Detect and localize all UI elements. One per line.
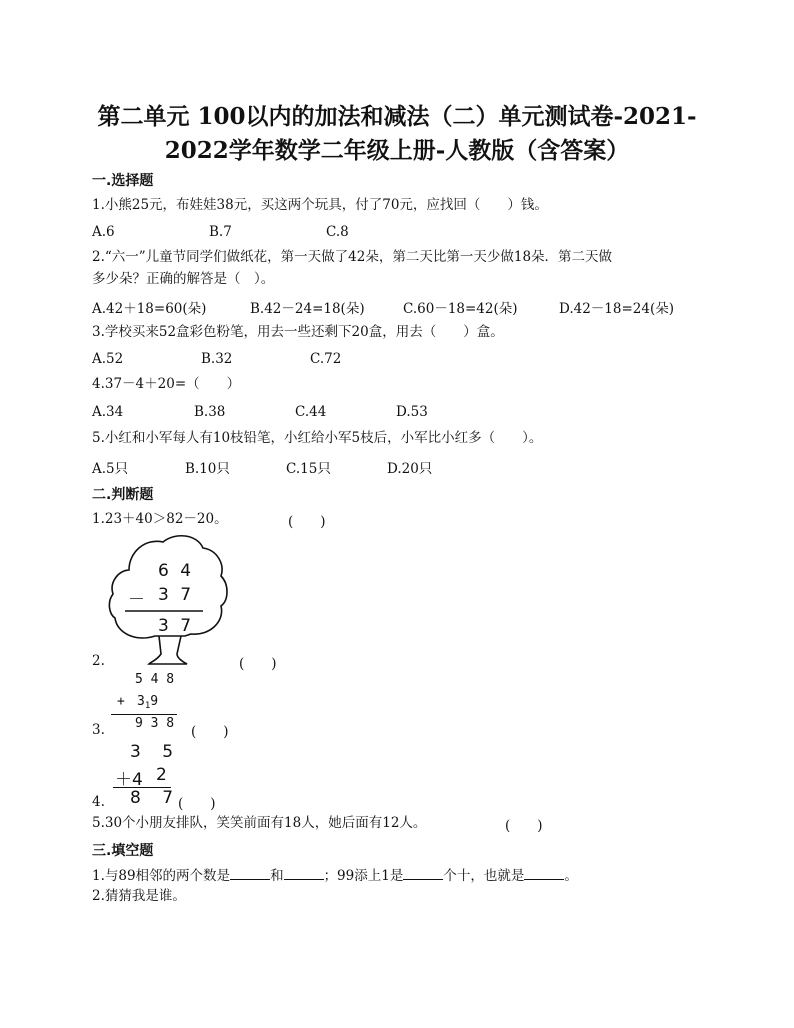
answer-parens[interactable]: ( )	[288, 514, 326, 530]
text-part: 个十，也就是	[443, 868, 525, 884]
answer-parens[interactable]: ( )	[239, 656, 277, 672]
answer-blank[interactable]	[284, 867, 324, 880]
question-1-3: 3.学校买来52盒彩色粉笔，用去一些还剩下20盒，用去（ ）盒。	[92, 324, 504, 340]
tree-result-number: 3 7	[158, 616, 195, 636]
question-2-1: 1.23＋40＞82－20。	[92, 511, 228, 527]
document-title	[60, 100, 734, 168]
option[interactable]: A.34	[92, 404, 124, 420]
question-3-2: 2.猜猜我是谁。	[92, 888, 186, 904]
question-2-3-number: 3.	[92, 722, 105, 738]
option[interactable]: B.7	[209, 224, 232, 240]
vertical-sum-line	[111, 714, 177, 715]
option[interactable]: D.53	[396, 404, 428, 420]
tree-operator: －	[128, 590, 145, 610]
tree-top-number: 6 4	[158, 561, 195, 581]
tree-trunk	[149, 636, 187, 664]
question-3-1	[92, 867, 578, 885]
answer-blank[interactable]	[403, 867, 443, 880]
option[interactable]: B.38	[194, 404, 226, 420]
question-1-2-line1: 2.“六一”儿童节同学们做纸花，第一天做了42朵，第二天比第一天少做18朵．第二天做	[92, 249, 613, 265]
vertical-mid-number	[137, 694, 158, 711]
vertical-operator: +	[117, 694, 125, 709]
question-2-4-number: 4.	[92, 794, 105, 810]
option[interactable]: A.6	[92, 224, 115, 240]
section-heading-judge: 二.判断题	[92, 487, 154, 503]
option[interactable]: A.52	[92, 351, 124, 367]
option[interactable]: D.20只	[387, 461, 433, 477]
option[interactable]: B.42－24=18(朵)	[250, 301, 365, 317]
title-line-2: 2022学年数学二年级上册-人教版（含答案）	[164, 137, 630, 164]
question-2-2-number: 2.	[92, 653, 105, 669]
answer-parens[interactable]: ( )	[505, 818, 543, 834]
option[interactable]: D.42－18=24(朵)	[559, 301, 675, 317]
question-2-5: 5.30个小朋友排队，笑笑前面有18人，她后面有12人。	[92, 815, 427, 831]
vertical-operator-number: ＋4	[115, 770, 143, 790]
section-heading-fill: 三.填空题	[92, 843, 154, 859]
mid-last-digit: 9	[150, 694, 159, 709]
option[interactable]: C.8	[326, 224, 349, 240]
option[interactable]: C.15只	[286, 461, 331, 477]
option[interactable]: C.72	[310, 351, 342, 367]
answer-parens[interactable]: ( )	[178, 796, 216, 812]
question-1-4: 4.37－4＋20=（ ）	[92, 376, 241, 392]
question-1-2-line2: 多少朵？正确的解答是（ ）。	[92, 271, 275, 287]
answer-parens[interactable]: ( )	[191, 724, 229, 740]
section-heading-choice: 一.选择题	[92, 173, 154, 189]
text-part: 。	[564, 868, 578, 884]
vertical-mid-number: 2	[156, 765, 167, 785]
carry-digit: 1	[144, 701, 151, 711]
mid-digit: 3	[137, 694, 145, 709]
option[interactable]: A.42＋18=60(朵)	[92, 301, 207, 317]
title-line-1: 第二单元 100以内的加法和减法（二）单元测试卷-2021-	[97, 103, 697, 130]
vertical-result-number: 9 3 8	[135, 716, 175, 731]
vertical-result-number: 8 7	[130, 788, 182, 808]
text-part: ；99添上1是	[323, 868, 404, 884]
option[interactable]: C.60－18=42(朵)	[403, 301, 518, 317]
text-part: 和	[270, 868, 284, 884]
tree-mid-number: 3 7	[158, 585, 195, 605]
option[interactable]: B.32	[201, 351, 233, 367]
text-part: 1.与89相邻的两个数是	[92, 868, 231, 884]
option[interactable]: B.10只	[185, 461, 230, 477]
question-1-5: 5.小红和小军每人有10枝铅笔，小红给小军5枝后，小军比小红多（ ）。	[92, 430, 543, 446]
vertical-top-number: 5 4 8	[135, 672, 175, 687]
option[interactable]: C.44	[295, 404, 327, 420]
answer-blank[interactable]	[230, 867, 270, 880]
vertical-top-number: 3 5	[130, 742, 182, 762]
option[interactable]: A.5只	[92, 461, 129, 477]
question-1-1: 1.小熊25元，布娃娃38元，买这两个玩具，付了70元，应找回（ ）钱。	[92, 197, 548, 213]
answer-blank[interactable]	[524, 867, 564, 880]
